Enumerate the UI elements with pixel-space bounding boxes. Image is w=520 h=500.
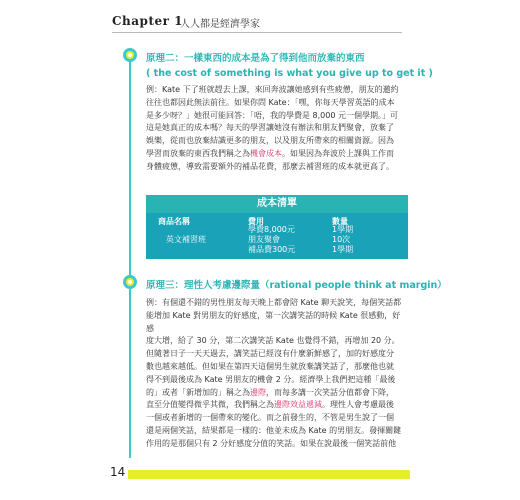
page-number: 14 [110,465,126,479]
section-2-line: 但隨著日子一天天過去，講笑話已經沒有什麼新鮮感了，加的好感度分 [146,349,394,359]
chapter-label: Chapter 1 [112,14,183,28]
section-1-bullet-icon [123,48,137,62]
section-1-line: 這是她真正的成本嗎？每天的學習讓她沒有辦法和朋友們聚會，放棄了 [146,123,394,133]
cost-table-qty: 1學期 [332,225,354,234]
section-1-line: 身體疲憊，導致需要額外的補品花費，那麼去補習班的成本就更高了。 [146,161,394,171]
cost-table-cost: 學費8,000元 [248,225,295,234]
footer-accent-bar [128,470,410,479]
cost-table-header-item: 商品名稱 [158,217,190,226]
section-1-line: 娛樂，從而也放棄結識更多的朋友，以及朋友所帶來的相關資源。因為 [146,136,394,146]
cost-table-header-qty: 數量 [332,217,348,226]
section-2-line: 能增加 Kate 對男朋友的好感度，第一次講笑話的時候 Kate 很感動，好感 [146,310,401,333]
section-2-bullet-icon [123,275,137,289]
section-2-line: 直至分值變得微乎其微，我們稱之為邊際效益遞減。理性人會考慮最後 [146,400,394,410]
section-1-body [146,84,408,174]
section-1-line: 例：Kate 下了班就趕去上課，來回奔波讓她感到有些疲憊，朋友的邀約 [146,85,399,94]
cost-table-item: 英文補習班 [166,235,206,244]
cost-table-qty: 1學期 [332,245,354,254]
cost-table-body [146,213,408,259]
cost-table-header-cost: 費用 [248,217,264,226]
section-2-line: 還是兩個笑話，結果都是一樣的：他並未成為 Kate 的男朋友。發揮關鍵 [146,425,402,435]
header-rule [112,32,402,33]
section-2-line: 得不到最後成為 Kate 男朋友的機會 2 分。經濟學上我們把這種「最後 [146,374,396,384]
section-2-timeline-line [129,298,131,458]
section-2-body [146,297,408,451]
section-2-line: 一個或者新增的一個帶來的變化。而之前發生的，不管是男生說了一個 [146,413,394,423]
section-1-line: 學習而放棄的東西我們稱之為機會成本。如果因為奔波於上課與工作而 [146,148,394,158]
cost-table-cost: 朋友聚會 [248,235,280,244]
section-1-title: 原理二：一樣東西的成本是為了得到他而放棄的東西 [146,53,365,64]
highlighted-term: 機會成本 [250,148,282,158]
chapter-title: 人人都是經濟學家 [180,19,260,30]
cost-list-table [146,195,408,259]
cost-table-qty: 10次 [332,235,351,244]
section-2-line: 度大增，給了 30 分，第二次講笑話 Kate 也覺得不錯，再增加 20 分。 [146,336,400,346]
running-header [112,12,402,34]
section-1-subtitle: ( the cost of something is what you give up to get it ) [146,68,433,79]
highlighted-term: 邊際 [250,387,266,397]
section-2-line: 作用的是那個只有 2 分好感度分值的笑話。如果在說最後一個笑話前他 [146,438,397,448]
cost-table-cost: 補品費300元 [248,245,296,254]
section-2-line: 例：有個還不錯的男性朋友每天晚上都會陪 Kate 聊天說笑，每個笑話都 [146,298,402,307]
section-2-line: 的」或者「新增加的」稱之為邊際，而每多講一次笑話分值都會下降， [146,387,394,397]
section-2-line: 數也越來越低。但如果在第四天這個男生就放棄講笑話了，那麼他也就 [146,361,394,371]
section-1-line: 是多少呀？」她很可能回答：「唔，我的學費是 8,000 元一個學期。」可 [146,110,398,120]
section-2-title: 原理三：理性人考慮邊際量（rational people think at margin） [146,280,447,291]
section-1-line: 往往也都因此無法前往。如果你問 Kate：「嘿，你每天學習英語的成本 [146,97,395,107]
highlighted-term: 邊際效益遞減 [274,400,322,410]
cost-table-title: 成本清單 [146,195,408,213]
